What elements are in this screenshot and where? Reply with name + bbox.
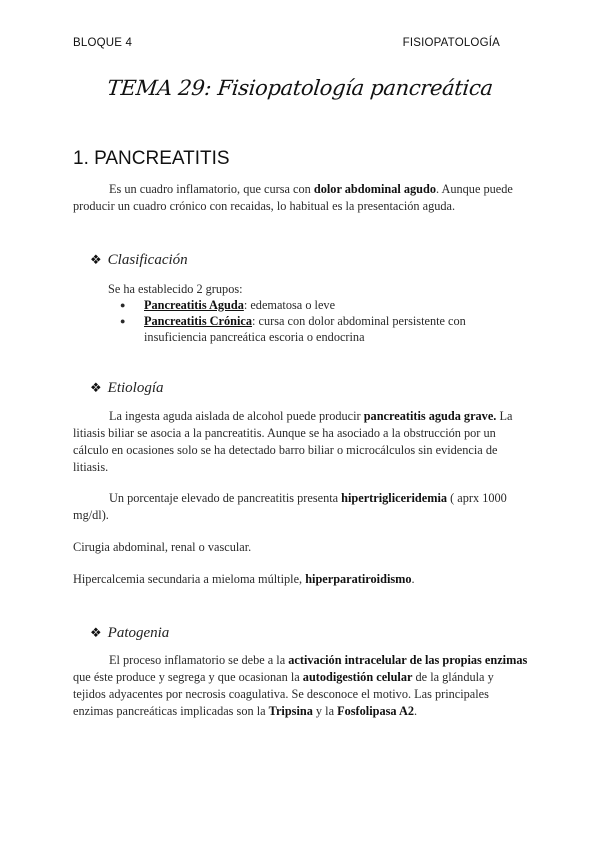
diamond-bullet-icon: ❖ (90, 252, 102, 267)
header-subject: FISIOPATOLOGÍA (402, 37, 500, 49)
subheading-clasificacion (90, 252, 188, 269)
list-item-text: : edematosa o leve (243, 298, 336, 312)
etiologia-bold: hipertrigliceridemia (341, 491, 448, 505)
header-block: BLOQUE 4 (73, 37, 133, 49)
subheading-etiologia (90, 380, 164, 397)
diamond-bullet-icon: ❖ (90, 380, 102, 395)
list-item-text: : cursa con dolor abdominal persistente con insuficiencia pancreática escoria o endocrina (144, 314, 466, 344)
intro-text-1: Es un cuadro inflamatorio, que cursa con (109, 182, 314, 196)
etiologia-bold: hiperparatiroidismo (305, 572, 412, 586)
patogenia-bold: activación intracelular de las propias enzimas (288, 653, 528, 667)
etiologia-text: La ingesta aguda aislada de alcohol puede producir (109, 409, 364, 423)
clasificacion-list (108, 297, 528, 345)
patogenia-bold: autodigestión celular (302, 670, 413, 684)
patogenia-bold: Tripsina (268, 704, 313, 718)
subheading-label: Patogenia (107, 625, 170, 641)
clasificacion-lead: Se ha establecido 2 grupos: (108, 282, 243, 296)
etiologia-paragraph-4 (73, 571, 528, 588)
patogenia-text: de la glándula y tejidos adyacentes por necrosis coagulativa. Se desconoce el motivo. Las principales enzimas pancreáticas implicadas son la (73, 670, 494, 718)
subheading-label: Clasificación (107, 252, 188, 268)
etiologia-text: Un porcentaje elevado de pancreatitis presenta (109, 491, 342, 505)
patogenia-text: y la (312, 704, 338, 718)
etiologia-text: Hipercalcemia secundaria a mieloma múltiple, (73, 572, 306, 586)
page-title: TEMA 29: Fisiopatología pancreática (105, 76, 495, 100)
clasificacion-block (108, 281, 528, 345)
intro-paragraph (73, 181, 528, 215)
diamond-bullet-icon: ❖ (90, 625, 102, 640)
patogenia-text: . (413, 704, 418, 718)
etiologia-text: . (411, 572, 415, 586)
subheading-label: Etiología (107, 380, 164, 396)
section-heading: 1. PANCREATITIS (73, 148, 230, 169)
etiologia-paragraph-2 (73, 490, 528, 524)
list-item-bold: Pancreatitis Aguda (144, 298, 244, 312)
subheading-patogenia (90, 625, 169, 642)
etiologia-paragraph-3: Cirugia abdominal, renal o vascular. (73, 540, 252, 554)
etiologia-paragraph-1 (73, 408, 528, 476)
etiologia-bold: pancreatitis aguda grave. (363, 409, 497, 423)
list-item-bold: Pancreatitis Crónica (144, 314, 253, 328)
intro-text-2: . Aunque puede producir un cuadro crónico con recaidas, lo habitual es la presentación aguda. (73, 182, 513, 213)
list-item (108, 297, 528, 313)
list-item (108, 313, 528, 345)
etiologia-text: La litiasis biliar se asocia a la pancreatitis. Aunque se ha asociado a la obstrucción por un cálculo en ocasiones solo se ha detectado barro biliar o microcálculos sin evidencia de litiasis. (73, 409, 513, 474)
patogenia-paragraph (73, 652, 528, 720)
patogenia-text: El proceso inflamatorio se debe a la (109, 653, 289, 667)
intro-bold-1: dolor abdominal agudo (313, 182, 436, 196)
etiologia-text: ( aprx 1000 mg/dl). (73, 491, 507, 522)
patogenia-bold: Fosfolipasa A2 (337, 704, 414, 718)
patogenia-text: que éste produce y segrega y que ocasionan la (73, 670, 303, 684)
